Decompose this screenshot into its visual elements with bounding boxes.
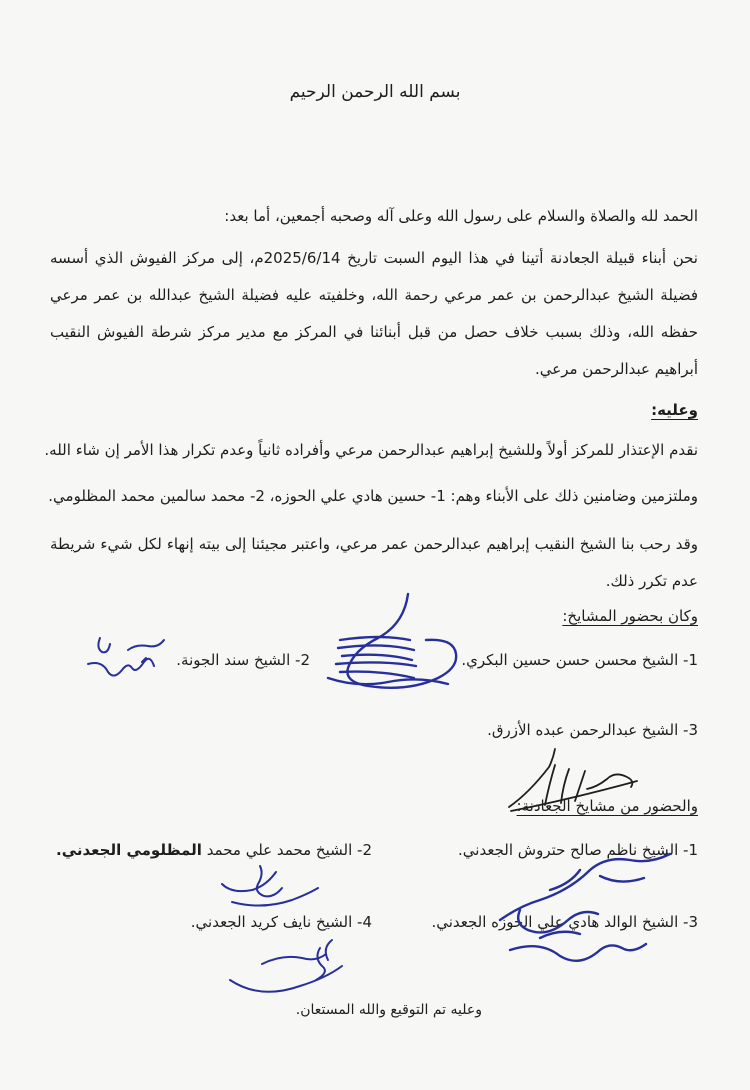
therefore-heading: وعليه: xyxy=(651,401,698,419)
signature-bakri xyxy=(318,590,468,700)
signature-hatrush xyxy=(490,850,680,970)
jaadina-heading: والحضور من مشايخ الجعادنة: xyxy=(516,797,698,815)
closing-line: وعليه تم التوقيع والله المستعان. xyxy=(295,1002,482,1018)
jaadina-3: 3- الشيخ الوالد هادي علي الحوزه الجعدني. xyxy=(431,913,698,931)
jaadina-1: 1- الشيخ ناظم صالح حتروش الجعدني. xyxy=(458,841,698,859)
sheikh-1: 1- الشيخ محسن حسن حسين البكري. xyxy=(461,651,698,669)
signature-mazloumi xyxy=(212,858,322,918)
basmala: بسم الله الرحمن الرحيم xyxy=(289,82,461,102)
jaadina-2 xyxy=(56,840,372,860)
guarantors-text: وملتزمين وضامنين ذلك على الأبناء وهم: 1- حسين هادي علي الحوزه، 2- محمد سالمين محمد المظلومي. xyxy=(48,487,698,505)
apology-text: نقدم الإعتذار للمركز أولاً وللشيخ إبراهيم عبدالرحمن مرعي وأفراده ثانياً وعدم تكرار هذا الأمر إن شاء الله. xyxy=(44,441,698,459)
opening-line: الحمد لله والصلاة والسلام على رسول الله وعلى آله وصحبه أجمعين، أما بعد: xyxy=(224,207,698,225)
signature-sanad xyxy=(82,630,172,690)
sheikh-3: 3- الشيخ عبدالرحمن عبده الأزرق. xyxy=(487,721,698,739)
jaadina-2-prefix: 2- الشيخ محمد علي محمد xyxy=(206,841,372,859)
signature-naif xyxy=(222,930,352,1000)
jaadina-4: 4- الشيخ نايف كريد الجعدني. xyxy=(190,913,372,931)
intro-paragraph: نحن أبناء قبيلة الجعادنة أتينا في هذا اليوم السبت تاريخ 2025/6/14م، إلى مركز الفيوش الذي أسسه فضيلة الشيخ عبدالرحمن بن عمر مرعي رحمة الله، وخلفيته عليه فضيلة الشيخ عبدالله بن عمر مرعي حفظه الله، وذلك بسبب خلاف حصل من قبل أبنائنا في المركز مع مدير مركز شرطة الفيوش النقيب أبراهيم عبدالرحمن مرعي. xyxy=(50,249,698,378)
sheikh-2: 2- الشيخ سند الجونة. xyxy=(176,651,310,669)
signature-azraq xyxy=(505,745,640,815)
jaadina-2-suffix: المظلومي الجعدني. xyxy=(56,841,202,859)
sheikhs-heading: وكان بحضور المشايخ: xyxy=(562,607,698,625)
welcome-paragraph: وقد رحب بنا الشيخ النقيب إبراهيم عبدالرحمن عمر مرعي، واعتبر مجيئنا إلى بيته إنهاء لكل شيء شريطة عدم تكرر ذلك. xyxy=(50,535,698,590)
